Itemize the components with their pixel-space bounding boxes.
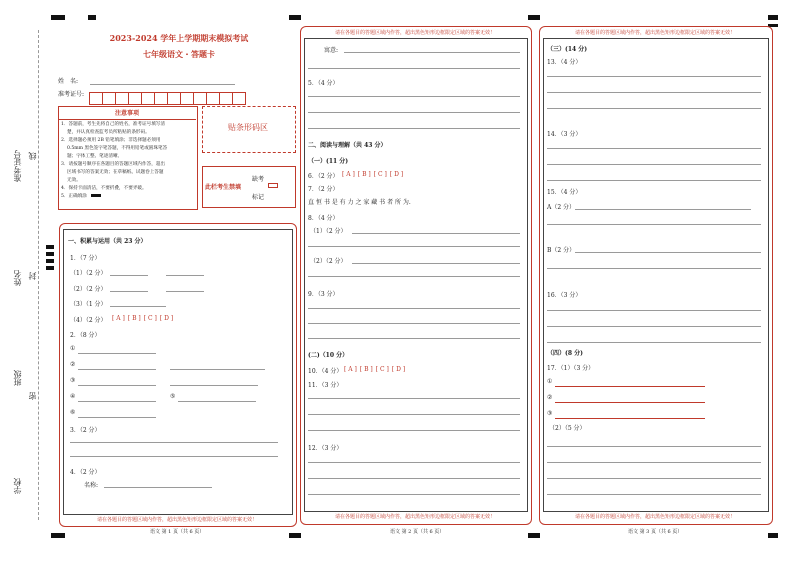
id-boxes[interactable] — [90, 88, 246, 107]
section2-title: 二、阅读与理解（共 43 分） — [308, 142, 387, 149]
q17-2-line-4[interactable] — [547, 494, 761, 495]
q15-b-line-2[interactable] — [547, 268, 761, 269]
q2-circle-2: ② — [70, 361, 76, 368]
side-label-line: 线 — [28, 152, 37, 160]
q1-1-line-a[interactable] — [110, 275, 148, 276]
q8-2-line-a[interactable] — [352, 263, 520, 264]
registration-mark — [768, 15, 778, 20]
q4-name-line[interactable] — [104, 487, 212, 488]
q17-2-line-3[interactable] — [547, 478, 761, 479]
q7-label: 7．（2 分） — [308, 186, 339, 193]
q2-line-3[interactable] — [78, 385, 156, 386]
q13-line-2[interactable] — [547, 92, 761, 93]
q5-line-3[interactable] — [308, 128, 520, 129]
q16-line-3[interactable] — [547, 342, 761, 343]
q17-2-label: （2）（5 分） — [549, 425, 586, 432]
q10-label: 10．（4 分） — [308, 368, 343, 375]
q17-circle-2: ② — [547, 394, 553, 401]
registration-mark — [88, 15, 96, 20]
absent-text-top: 缺考 — [252, 176, 265, 183]
intent-label: 寓意: — [324, 47, 339, 54]
registration-mark — [289, 15, 301, 20]
side-label-name: 姓名 — [13, 270, 22, 286]
q4-label: 4．（2 分） — [70, 469, 101, 476]
q13-label: 13．（4 分） — [547, 59, 582, 66]
registration-mark — [46, 245, 54, 249]
barcode-label: 贴条形码区 — [228, 123, 268, 132]
part4-title: （四）(8 分) — [547, 350, 583, 357]
side-label-seal: 封 — [28, 272, 37, 280]
q8-1-line-a[interactable] — [352, 233, 520, 234]
q14-line-1[interactable] — [547, 148, 761, 149]
q17-2-line-1[interactable] — [547, 446, 761, 447]
q16-line-2[interactable] — [547, 326, 761, 327]
registration-mark — [528, 533, 540, 538]
absent-mark-box[interactable] — [268, 183, 278, 188]
q16-label: 16．（3 分） — [547, 292, 582, 299]
q1-2-line-b[interactable] — [166, 291, 204, 292]
section1-title: 一、积累与运用（共 23 分） — [68, 238, 147, 245]
q3-line-2[interactable] — [70, 456, 278, 457]
q8-2-line-b[interactable] — [308, 276, 520, 277]
answer-inner-middle — [304, 38, 528, 512]
q12-label: 12．（3 分） — [308, 445, 343, 452]
side-label-id: 准考证号 — [13, 150, 22, 182]
intent-line[interactable] — [344, 52, 520, 53]
q8-2-label: （2）（2 分） — [310, 258, 347, 265]
q8-1-label: （1）（2 分） — [310, 228, 347, 235]
q1-3-label: （3）（1 分） — [70, 301, 107, 308]
registration-mark — [46, 259, 54, 263]
q14-line-2[interactable] — [547, 164, 761, 165]
q2-line-1[interactable] — [78, 353, 156, 354]
q7-sentence: 直 恒 书 是 有 力 之 家 藏 书 者 所 为. — [308, 199, 411, 206]
q2-circle-3: ③ — [70, 377, 76, 384]
q12-line-2[interactable] — [308, 478, 520, 479]
q3-label: 3．（2 分） — [70, 427, 101, 434]
side-label-class: 班级 — [13, 370, 22, 386]
absent-text-bottom: 标记 — [252, 194, 265, 201]
q9-line-2[interactable] — [308, 323, 520, 324]
part3-title: （三）(14 分) — [547, 46, 588, 53]
notice-list: 1．答题前，考生先将自己的姓名，准考证号填写清 楚，并认真检查监考员所粘贴的条形码。 2．选择题必须用 2B 铅笔填涂；非选择题必须用 0.5mm 黑色签字笔答题，不得用铅笔或圆珠笔答 题；字体工整、笔迹清晰。 3．请按题号顺序在各题目的答题区域内作答，超出 区域书写的答案无效；在草稿纸、试题卷上答题 无效。 4．保持卡面清洁，不要折叠，不要弄破。 5．正确填涂 — [61, 122, 168, 199]
side-label-school: 学校 — [13, 478, 22, 494]
warning-middle-top: 请在各题目的答题区域内作答，超出黑色矩形边框限定区域的答案无效！ — [334, 30, 495, 36]
name-field[interactable] — [90, 84, 235, 85]
q1-2-label: （2）（2 分） — [70, 286, 107, 293]
warning-middle-bottom: 请在各题目的答题区域内作答，超出黑色矩形边框限定区域的答案无效！ — [334, 514, 495, 520]
exam-title: 2023-2024 学年上学期期末模拟考试 — [109, 33, 249, 43]
q8-1-line-b[interactable] — [308, 246, 520, 247]
q11-line-3[interactable] — [308, 430, 520, 431]
registration-mark — [768, 533, 778, 538]
q11-line-2[interactable] — [308, 414, 520, 415]
q6-label: 6．（2 分） — [308, 173, 339, 180]
q16-line-1[interactable] — [547, 310, 761, 311]
answer-inner-right — [543, 38, 769, 512]
q2-line-6[interactable] — [78, 417, 156, 418]
name-label: 姓 名: — [58, 78, 79, 85]
q1-2-line-a[interactable] — [110, 291, 148, 292]
q14-line-3[interactable] — [547, 180, 761, 181]
q4-name-label: 名称: — [84, 482, 99, 489]
q5-label: 5．（4 分） — [308, 80, 339, 87]
q1-3-line[interactable] — [110, 306, 166, 307]
warning-left: 请在各题目的答题区域内作答，超出黑色矩形边框限定区域的答案无效！ — [96, 517, 257, 523]
q13-line-1[interactable] — [547, 76, 761, 77]
q2-line-3b[interactable] — [170, 385, 258, 386]
q13-line-3[interactable] — [547, 108, 761, 109]
binding-line — [38, 30, 39, 520]
q2-circle-4: ④ — [70, 393, 76, 400]
q12-line-3[interactable] — [308, 494, 520, 495]
footer-left: 语文 第 1 页（共 6 页） — [150, 529, 205, 535]
q10-choices[interactable]: [ A ] [ B ] [ C ] [ D ] — [344, 366, 406, 373]
part2-title: (二)（10 分） — [308, 352, 349, 359]
warning-right-top: 请在各题目的答题区域内作答，超出黑色矩形边框限定区域的答案无效！ — [574, 30, 735, 36]
q1-4-choices[interactable]: [ A ] [ B ] [ C ] [ D ] — [112, 315, 174, 322]
q2-line-5[interactable] — [178, 401, 256, 402]
q17-line-3[interactable] — [555, 418, 705, 419]
q8-label: 8．（4 分） — [308, 215, 339, 222]
id-label: 准考证号: — [58, 91, 85, 98]
q9-line-3[interactable] — [308, 338, 520, 339]
notice-title: 注意事项 — [58, 108, 196, 120]
q12-line-1[interactable] — [308, 462, 520, 463]
q11-line-1[interactable] — [308, 398, 520, 399]
footer-middle: 语文 第 2 页（共 6 页） — [390, 529, 445, 535]
q5-line-2[interactable] — [308, 112, 520, 113]
subject-title: 七年级语文・答题卡 — [143, 49, 215, 59]
q17-2-line-2[interactable] — [547, 462, 761, 463]
q15-b-line-1[interactable] — [575, 252, 761, 253]
intent-line-2[interactable] — [308, 68, 520, 69]
q2-circle-6: ⑥ — [70, 409, 76, 416]
registration-mark — [51, 15, 65, 20]
q1-1-line-b[interactable] — [166, 275, 204, 276]
q6-choices[interactable]: [ A ] [ B ] [ C ] [ D ] — [342, 171, 404, 178]
q2-circle-5: ⑤ — [170, 393, 176, 400]
q15-a-line-1[interactable] — [575, 209, 751, 210]
registration-mark — [528, 15, 540, 20]
q2-line-2[interactable] — [78, 369, 156, 370]
q11-label: 11．（3 分） — [308, 382, 343, 389]
q9-line-1[interactable] — [308, 308, 520, 309]
q15-b-label: B（2 分） — [547, 247, 576, 254]
q15-a-label: A（2 分） — [547, 204, 576, 211]
q2-circle-1: ① — [70, 345, 76, 352]
q2-line-2b[interactable] — [170, 369, 265, 370]
q5-line-1[interactable] — [308, 96, 520, 97]
q17-line-2[interactable] — [555, 402, 705, 403]
q2-label: 2．（8 分） — [70, 332, 101, 339]
q3-line-1[interactable] — [70, 442, 278, 443]
q15-a-line-2[interactable] — [547, 224, 761, 225]
q2-line-4[interactable] — [78, 401, 156, 402]
q17-circle-1: ① — [547, 378, 553, 385]
q17-circle-3: ③ — [547, 410, 553, 417]
registration-mark — [46, 252, 54, 256]
q9-label: 9．（3 分） — [308, 291, 339, 298]
warning-right-bottom: 请在各题目的答题区域内作答，超出黑色矩形边框限定区域的答案无效！ — [574, 514, 735, 520]
registration-mark — [289, 533, 301, 538]
q17-label: 17．（1）（3 分） — [547, 365, 595, 372]
part1-title: （一）(11 分) — [308, 158, 349, 165]
q1-4-label: （4）（2 分） — [70, 317, 107, 324]
footer-right: 语文 第 3 页（共 6 页） — [628, 529, 683, 535]
q17-line-1[interactable] — [555, 386, 705, 387]
q1-label: 1．（7 分） — [70, 255, 101, 262]
q1-1-label: （1）（2 分） — [70, 270, 107, 277]
registration-mark — [51, 533, 65, 538]
registration-mark — [46, 266, 54, 270]
absent-label: 此栏考生禁填 — [205, 184, 242, 191]
side-label-secret: 密 — [28, 392, 37, 400]
q14-label: 14．（3 分） — [547, 131, 582, 138]
q15-label: 15．（4 分） — [547, 189, 582, 196]
